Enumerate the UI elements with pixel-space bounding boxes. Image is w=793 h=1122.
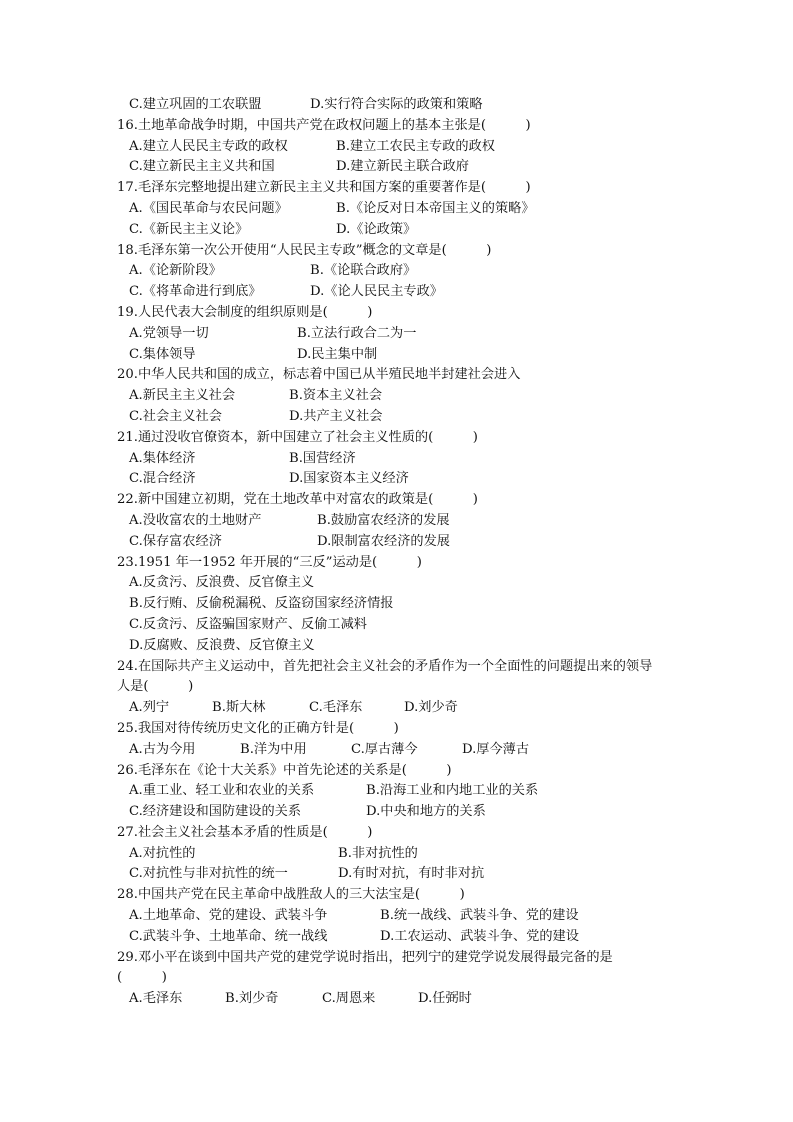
answer-option: D.《论政策》 (336, 221, 417, 237)
question-text: 19.人民代表大会制度的组织原则是( ) (117, 304, 373, 320)
answer-option: B.建立工农民主专政的政权 (336, 138, 495, 154)
answer-option: B.洋为中用 (240, 741, 307, 757)
answer-option: C.毛泽东 (309, 700, 363, 716)
option-row (117, 906, 687, 927)
answer-option: D.任弼时 (418, 991, 472, 1007)
answer-option: A.建立人民民主专政的政权 (129, 138, 288, 154)
answer-option: A.列宁 (129, 700, 170, 716)
question-text: 16.土地革命战争时期，中国共产党在政权问题上的基本主张是( ) (117, 117, 531, 133)
answer-option: B.《论反对日本帝国主义的策略》 (336, 200, 535, 216)
option-row (117, 573, 687, 594)
answer-option: D.中央和地方的关系 (366, 804, 486, 820)
answer-option: C.对抗性与非对抗性的统一 (129, 866, 288, 882)
answer-option: C.武装斗争、土地革命、统一战线 (129, 928, 328, 944)
answer-option: A.毛泽东 (129, 991, 183, 1007)
option-row (117, 927, 687, 948)
answer-option: C.混合经济 (129, 471, 196, 487)
question-text: 28.中国共产党在民主革命中战胜敌人的三大法宝是( ) (117, 887, 465, 903)
answer-option: C.周恩来 (322, 991, 376, 1007)
answer-option: B.鼓励富农经济的发展 (317, 512, 450, 528)
answer-option: B.国营经济 (289, 450, 356, 466)
answer-option: A.重工业、轻工业和农业的关系 (129, 783, 315, 799)
option-row (117, 989, 687, 1010)
question-text: 18.毛泽东第一次公开使用“人民民主专政”概念的文章是( ) (117, 242, 492, 258)
answer-option: A.对抗性的 (129, 845, 196, 861)
answer-option: D.厚今薄古 (462, 741, 530, 757)
question-text: 23.1951 年一1952 年开展的“三反”运动是( ) (117, 554, 422, 570)
option-row (117, 407, 687, 428)
answer-option: A.反贪污、反浪费、反官僚主义 (129, 575, 315, 591)
answer-option: D.反腐败、反浪费、反官僚主义 (129, 637, 315, 653)
question-list (117, 95, 687, 1010)
question-text: 17.毛泽东完整地提出建立新民主主义共和国方案的重要著作是( ) (117, 180, 531, 196)
option-row (117, 220, 687, 241)
answer-option: C.反贪污、反盗骗国家财产、反偷工减料 (129, 616, 367, 632)
answer-option: C.建立新民主主义共和国 (129, 159, 275, 175)
question-text: 29.邓小平在谈到中国共产党的建党学说时指出，把列宁的建党学说发展得最完备的是 (117, 949, 613, 965)
answer-option: D.有时对抗，有时非对抗 (338, 866, 485, 882)
option-row (117, 864, 687, 885)
option-row (117, 261, 687, 282)
answer-option: B.反行贿、反偷税漏税、反盗窃国家经济情报 (129, 596, 394, 612)
option-row (117, 844, 687, 865)
answer-option: B.资本主义社会 (289, 388, 383, 404)
answer-option: A.新民主主义社会 (129, 388, 236, 404)
answer-option: C.集体领导 (129, 346, 196, 362)
option-row (117, 636, 687, 657)
option-row (117, 615, 687, 636)
answer-option: C.《新民主主义论》 (129, 221, 249, 237)
option-row (117, 137, 687, 158)
answer-option: A.《论新阶段》 (129, 263, 222, 279)
option-row (117, 594, 687, 615)
question-text: 20.中华人民共和国的成立，标志着中国已从半殖民地半封建社会进入 (117, 367, 521, 383)
option-row (117, 199, 687, 220)
option-row (117, 781, 687, 802)
answer-option: D.实行符合实际的政策和策略 (310, 97, 483, 112)
answer-option: B.非对抗性的 (338, 845, 418, 861)
answer-option: A.《国民革命与农民问题》 (129, 200, 288, 216)
answer-option: C.社会主义社会 (129, 408, 222, 424)
answer-option: B.《论联合政府》 (310, 263, 417, 279)
question-text: 22.新中国建立初期，党在土地改革中对富农的政策是( ) (117, 492, 478, 508)
answer-option: D.民主集中制 (297, 346, 378, 362)
option-row (117, 511, 687, 532)
option-row (117, 698, 687, 719)
answer-option: B.立法行政合二为一 (297, 325, 417, 341)
answer-option: D.共产主义社会 (289, 408, 383, 424)
answer-option: C.保存富农经济 (129, 533, 222, 549)
answer-option: A.集体经济 (129, 450, 196, 466)
answer-option: D.国家资本主义经济 (289, 471, 409, 487)
question-text: 26.毛泽东在《论十大关系》中首先论述的关系是( ) (117, 762, 452, 778)
option-row (117, 740, 687, 761)
option-row (117, 282, 687, 303)
answer-option: B.统一战线、武装斗争、党的建设 (380, 908, 579, 924)
answer-option: A.党领导一切 (129, 325, 209, 341)
answer-option: C.经济建设和国防建设的关系 (129, 804, 302, 820)
answer-option: C.厚古薄今 (351, 741, 418, 757)
option-row (117, 157, 687, 178)
answer-option: D.建立新民主联合政府 (336, 159, 469, 175)
answer-option: C.建立巩固的工农联盟 (129, 97, 262, 112)
answer-option: D.限制富农经济的发展 (317, 533, 450, 549)
answer-option: D.《论人民民主专政》 (310, 284, 443, 300)
question-text: 27.社会主义社会基本矛盾的性质是( ) (117, 824, 373, 840)
option-row (117, 802, 687, 823)
answer-option: B.沿海工业和内地工业的关系 (366, 783, 539, 799)
answer-option: D.工农运动、武装斗争、党的建设 (380, 928, 579, 944)
answer-option: D.刘少奇 (404, 700, 458, 716)
option-row (117, 449, 687, 470)
option-row (117, 324, 687, 345)
answer-option: B.斯大林 (212, 700, 266, 716)
option-row (117, 386, 687, 407)
option-row (117, 95, 687, 116)
answer-option: A.土地革命、党的建设、武装斗争 (129, 908, 328, 924)
answer-option: C.《将革命进行到底》 (129, 284, 262, 300)
question-text: 21.通过没收官僚资本，新中国建立了社会主义性质的( ) (117, 429, 478, 445)
option-row (117, 345, 687, 366)
question-text: 人是( ) (117, 679, 194, 695)
option-row (117, 532, 687, 553)
question-text: ( ) (117, 970, 167, 986)
answer-option: B.刘少奇 (225, 991, 279, 1007)
answer-option: A.没收富农的土地财产 (129, 512, 262, 528)
question-text: 24.在国际共产主义运动中，首先把社会主义社会的矛盾作为一个全面性的问题提出来的领导 (117, 658, 653, 674)
option-row (117, 469, 687, 490)
answer-option: A.古为今用 (129, 741, 196, 757)
question-text: 25.我国对待传统历史文化的正确方针是( ) (117, 720, 399, 736)
